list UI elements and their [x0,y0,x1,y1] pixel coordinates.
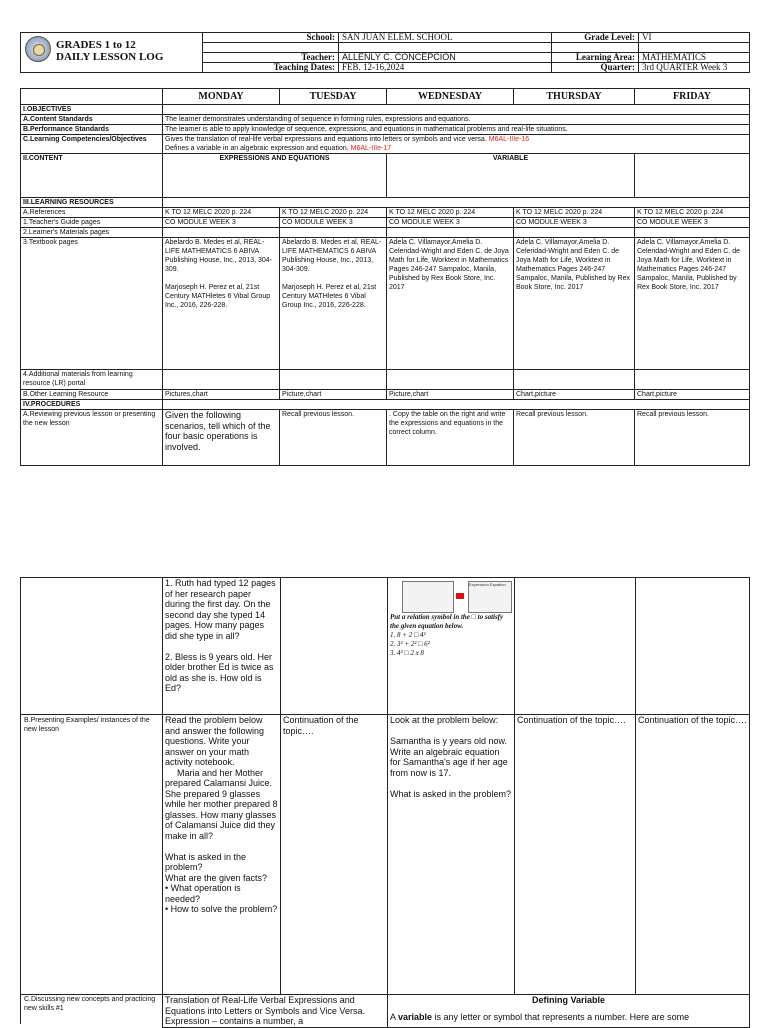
presenting-monday-q-asked: What is asked in the problem? [165,851,247,872]
discussing-wed-fri [388,995,750,1028]
review-friday: Recall previous lesson. [635,410,750,466]
competency-text [163,135,750,154]
quarter-value: 3rd QUARTER Week 3 [639,63,750,73]
procedures-label: IV.PROCEDURES [21,400,163,410]
other-tuesday: Picture,chart [280,390,387,400]
page2-label-column [20,577,164,1024]
day-header-wednesday: WEDNESDAY [387,89,514,105]
grade-label: Grade Level: [552,33,639,43]
objectives-label: I.OBJECTIVES [21,105,163,115]
presenting-monday-q-facts: What are the given facts? [165,872,268,883]
tb-tuesday [280,238,387,370]
defining-variable-text [390,1012,747,1023]
teacher-value: ALLENLY C. CONCEPCION [339,53,552,63]
resources-label: III.LEARNING RESOURCES [21,198,163,208]
presenting-label: B.Presenting Examples/ instances of the new lesson [24,717,150,733]
expression-examples-box [402,581,454,613]
tb-thursday: Adela C. Villamayor,Amelia D. Celeridad-Wright and Eden C. de Joya Math for Life, Worktext in Mathematics Pages 246-247 Sampaloc, Manila, Published by Rex Book Store, Inc. 2017 [514,238,635,370]
refs-wednesday: K TO 12 MELC 2020 p. 224 [387,208,514,218]
tb-wednesday: Adela C. Villamayor,Amelia D. Celeridad-Wright and Eden C. de Joya Math for Life, Worktext in Mathematics Pages 246-247 Sampaloc, Manila, Published by Rex Book Store, Inc. 2017 [387,238,514,370]
presenting-wednesday-problem: Samantha is y years old now. Write an algebraic equation for Samantha's age if her age from now is 17. [390,736,508,778]
review-wednesday-activity [388,578,515,715]
presenting-friday: Continuation of the topic…. [636,715,750,995]
relation-symbol-caption: Put a relation symbol in the □ to satisfy the given equation below. [390,613,504,630]
quarter-label: Quarter: [552,63,639,73]
logo-cell [21,33,203,73]
competency-1-code: M6AL-IIIe-16 [488,136,530,143]
discussing-mon-tue: Translation of Real-Life Verbal Expressions and Equations into Letters or Symbols and Vice Versa. Expression – contains a number, a [163,995,388,1028]
content-title-right: VARIABLE [387,154,635,198]
day-header-friday: FRIDAY [635,89,750,105]
presenting-thursday: Continuation of the topic…. [515,715,636,995]
other-wednesday: Picture,chart [387,390,514,400]
tg-friday: CO MODULE WEEK 3 [635,218,750,228]
competency-2-code: M6AL-IIIe-17 [350,145,392,152]
expression-equation-table [468,581,512,613]
other-thursday: Chart,picture [514,390,635,400]
refs-label: A.References [21,208,163,218]
tb-friday: Adela C. Villamayor,Amelia D. Celeridad-Wright and Eden C. de Joya Math for Life, Worktext in Mathematics Pages 246-247 Sampaloc, Manila, Published by Rex Book Store, Inc. 2017 [635,238,750,370]
refs-monday: K TO 12 MELC 2020 p. 224 [163,208,280,218]
presenting-wednesday-question: What is asked in the problem? [390,788,512,799]
teacher-label: Teacher: [203,53,339,63]
content-std-text: The learner demonstrates understanding of sequence in forming rules, expressions and equations. [163,115,750,125]
defining-variable-a: A [390,1011,399,1022]
other-label: B.Other Learning Resource [21,390,163,400]
logo-line2: DAILY LESSON LOG [56,51,164,63]
tb-monday [163,238,280,370]
thumb-header-expression: Expression [469,582,489,587]
presenting-monday-q-operation: • What operation is needed? [165,883,241,904]
perf-std-label: B.Performance Standards [21,125,163,135]
refs-thursday: K TO 12 MELC 2020 p. 224 [514,208,635,218]
tg-monday: CO MODULE WEEK 3 [163,218,280,228]
review-thursday: Recall previous lesson. [514,410,635,466]
area-value: MATHEMATICS [639,53,750,63]
expression-table-image [390,581,510,613]
presenting-monday-q-solve: • How to solve the problem? [165,904,278,914]
competency-label: C.Learning Competencies/Objectives [21,135,163,154]
logo-text [56,39,163,63]
review-monday-questions [163,578,281,715]
deped-seal-icon [25,36,51,62]
tb-monday-2: Marjoseph H. Perez et al, 21st Century MATHletes 6 Vibal Group Inc., 2016, 226-228. [165,284,271,309]
day-header-tuesday: TUESDAY [280,89,387,105]
tg-label: 1.Teacher's Guide pages [21,218,163,228]
defining-variable-term: variable [398,1011,433,1022]
refs-tuesday: K TO 12 MELC 2020 p. 224 [280,208,387,218]
right-arrow-icon [456,593,464,599]
presenting-wednesday-intro: Look at the problem below: [390,715,499,725]
area-label: Learning Area: [552,53,639,63]
review-tuesday: Recall previous lesson. [280,410,387,466]
day-header-thursday: THURSDAY [514,89,635,105]
tb-monday-1: Abelardo B. Medes et al, REAL-LIFE MATHEMATICS 6 ABIVA Publishing House, Inc., 2013, 304-309. [165,239,273,273]
competency-1: Gives the translation of real-life verbal expressions and equations into letters or symbols and vice versa. [165,136,487,143]
content-std-label: A.Content Standards [21,115,163,125]
dates-label: Teaching Dates: [203,63,339,73]
content-title-left: EXPRESSIONS AND EQUATIONS [163,154,387,198]
addl-label: 4.Additional materials from learning resource (LR) portal [21,370,163,390]
day-header-monday: MONDAY [163,89,280,105]
review-monday: Given the following scenarios, tell which of the four basic operations is involved. [163,410,280,466]
school-label: School: [203,33,339,43]
lesson-table-continued [162,577,750,1028]
presenting-wednesday [388,715,515,995]
review-monday-q2: 2. Bless is 9 years old. Her older brother Ed is twice as old as she is. How old is Ed? [165,651,274,693]
discussing-label: C.Discussing new concepts and practicing new skills #1 [24,996,156,1012]
tg-tuesday: CO MODULE WEEK 3 [280,218,387,228]
lm-label: 2.Learner's Materials pages [21,228,163,238]
lesson-table [20,88,750,466]
presenting-monday-problem: Maria and her Mother prepared Calamansi Juice. She prepared 9 glasses while her mother prepared 8 glasses. How many glasses of Calamansi Juice did they make in all? [165,767,278,841]
dates-value: FEB. 12-16,2024 [339,63,552,73]
presenting-monday-intro: Read the problem below and answer the following questions. Write your answer on your math activity notebook. [165,715,265,767]
relation-eq-3: 3. 4² □ 2 x 8 [390,649,424,657]
relation-eq-1: 1. 8 + 2 □ 4² [390,631,426,639]
presenting-monday [163,715,281,995]
logo-line1: GRADES 1 to 12 [56,39,136,51]
content-label: II.CONTENT [21,154,163,198]
defining-variable-rest: is any letter or symbol that represents a number. Here are some [432,1011,690,1022]
other-monday: Pictures,chart [163,390,280,400]
review-monday-q1: 1. Ruth had typed 12 pages of her research paper during the first day. On the second day she typed 14 pages. How many pages did she type in all? [165,578,276,641]
grade-value: VI [639,33,750,43]
defining-variable-title: Defining Variable [531,995,606,1005]
presenting-tuesday: Continuation of the topic…. [281,715,388,995]
review-wednesday: . Copy the table on the right and write the expressions and equations in the correct column. [387,410,514,466]
review-label: A.Reviewing previous lesson or presenting the new lesson [21,410,163,466]
tb-tuesday-2: Marjoseph H. Perez et al, 21st Century MATHletes 6 Vibal Group Inc., 2016, 226-228. [282,284,377,309]
school-value: SAN JUAN ELEM. SCHOOL [339,33,552,43]
other-friday: Chart,picture [635,390,750,400]
tb-tuesday-1: Abelardo B. Medes et al, REAL-LIFE MATHEMATICS 6 ABIVA Publishing House, Inc., 2013, 304-309. [282,239,382,273]
tb-label: 3.Textbook pages [21,238,163,370]
competency-2: Defines a variable in an algebraic expression and equation. [165,145,349,152]
tg-wednesday: CO MODULE WEEK 3 [387,218,514,228]
relation-eq-2: 2. 3² + 2² □ 6² [390,640,430,648]
tg-thursday: CO MODULE WEEK 3 [514,218,635,228]
header-table [20,32,750,73]
thumb-header-equation: Equation [489,582,506,587]
perf-std-text: The learner is able to apply knowledge of sequence, expressions, and equations in mathematical problems and real-life situations. [163,125,750,135]
refs-friday: K TO 12 MELC 2020 p. 224 [635,208,750,218]
